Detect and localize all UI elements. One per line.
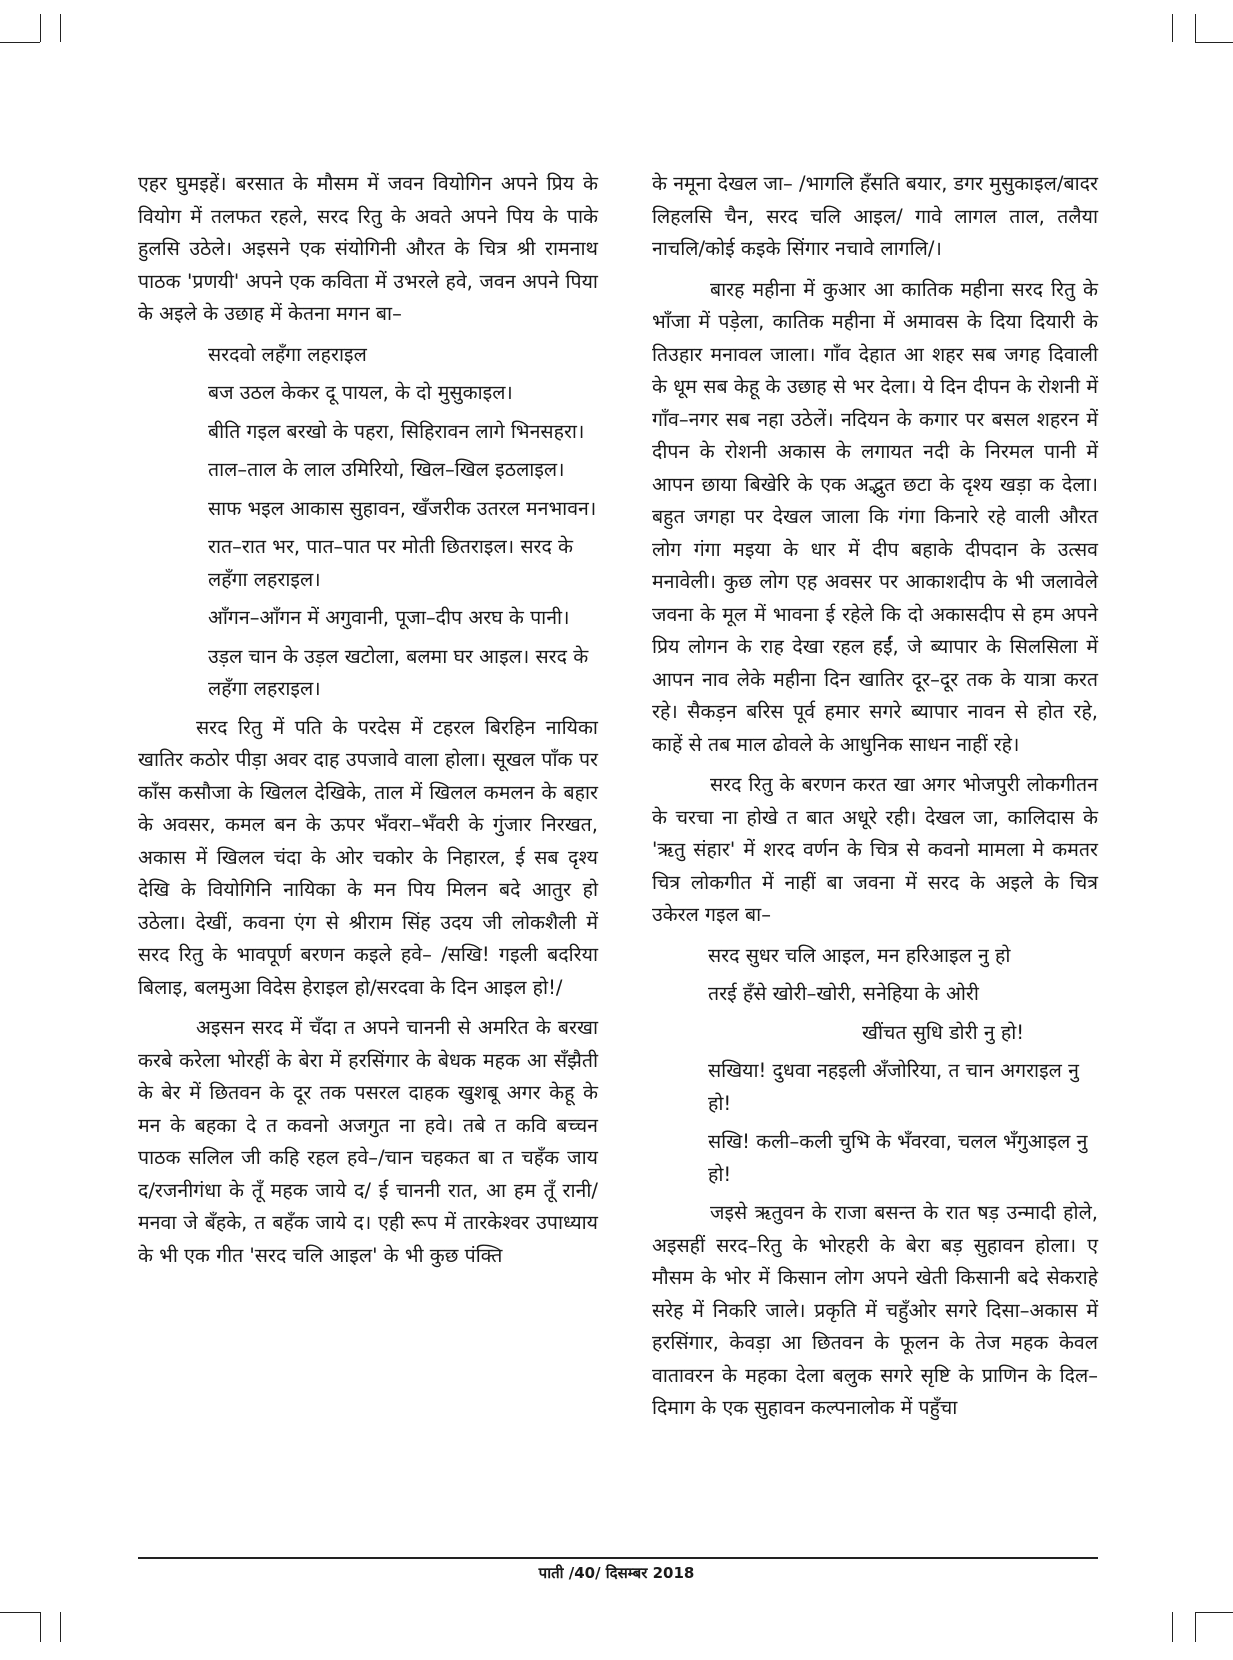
left-column	[138, 168, 598, 1280]
crop-mark	[1195, 1612, 1196, 1642]
verse-line: आँगन–आँगन में अगुवानी, पूजा–दीप अरघ के पानी।	[208, 606, 570, 629]
verse-line: सखि! कली–कली चुभि के भँवरवा, चलल भँगुआइल नु हो!	[708, 1130, 1088, 1186]
crop-mark	[1195, 1612, 1233, 1613]
paragraph: के नमूना देखल जा– /भागलि हँसति बयार, डगर मुसुकाइल/बादर लिहलसि चैन, सरद चलि आइल/ गावे लागल ताल, तलैया नाचलि/कोई कइके सिंगार नचावे लागलि/।	[652, 172, 1098, 260]
footer-rule	[138, 1557, 1098, 1559]
page-footer: पाती /40/ दिसम्बर 2018	[538, 1564, 695, 1582]
verse-line: सरद सुधर चलि आइल, मन हरिआइल नु हो	[708, 943, 1011, 967]
verse-line: सखिया! दुधवा नहइली अँजोरिया, त चान अगराइल नु हो!	[708, 1059, 1079, 1115]
crop-mark	[60, 14, 61, 42]
paragraph: बारह महीना में कुआर आ कातिक महीना सरद रितु के भाँजा में पड़ेला, कातिक महीना में अमावस के दिया दियारी के तिउहार मनावल जाला। गाँव देहात आ शहर सब जगह दिवाली के धूम सब केहू के उछाह से भर देला। ये दिन दीपन के रोशनी में गाँव–नगर सब नहा उठेलें। नदियन के कगार पर बसल शहरन में दीपन के रोशनी अकास के लगायत नदी के निरमल पानी में आपन छाया बिखेरि के एक अद्भुत छटा के दृश्य खड़ा क देला। बहुत जगहा पर देखल जाला कि गंगा किनारे रहे वाली औरत लोग गंगा मइया के धार में दीप बहाके दीपदान के उत्सव मनावेली। कुछ लोग एह अवसर पर आकाशदीप के भी जलावेले जवना के मूल में भावना ई रहेले कि दो अकासदीप से हम अपने प्रिय लोगन के राह देखा रहल हईं, जे ब्यापार के सिलसिला में आपन नाव लेके महीना दिन खातिर दूर–दूर तक के यात्रा करत रहे। सैकड़न बरिस पूर्व हमार सगरे ब्यापार नावन से होत रहे, काहें से तब माल ढोवले के आधुनिक साधन नाहीं रहे।	[652, 277, 1098, 756]
verse-line: खींचत सुधि डोरी नु हो!	[862, 1020, 1025, 1044]
crop-mark	[0, 42, 40, 43]
paragraph: सरद रितु के बरणन करत खा अगर भोजपुरी लोकगीतन के चरचा ना होखे त बात अधूरे रही। देखल जा, कालिदास के 'ऋतु संहार' में शरद वर्णन के चित्र से कवनो मामला मे कमतर चित्र लोकगीत में नाहीं बा जवना में सरद के अइले के चित्र उकेरल गइल बा–	[652, 773, 1098, 926]
right-column	[652, 168, 1098, 1433]
verse-line: बीति गइल बरखो के पहरा, सिहिरावन लागे भिनसहरा।	[208, 419, 585, 443]
verse-line: रात–रात भर, पात–पात पर मोती छितराइल। सरद के लहँगा लहराइल।	[208, 535, 574, 591]
verse-line: सरदवो लहँगा लहराइल	[208, 342, 367, 366]
paragraph: एहर घुमइहें। बरसात के मौसम में जवन वियोगिन अपने प्रिय के वियोग में तलफत रहले, सरद रितु के अवते अपने पिय के पाके हुलसि उठेले। अइसने एक संयोगिनी औरत के चित्र श्री रामनाथ पाठक 'प्रणयी' अपने एक कविता में उभरले हवे, जवन अपने पिया के अइले के उछाह में केतना मगन बा–	[138, 172, 598, 325]
crop-mark	[1195, 14, 1196, 42]
crop-mark	[60, 1612, 61, 1642]
paragraph: सरद रितु में पति के परदेस में टहरल बिरहिन नायिका खातिर कठोर पीड़ा अवर दाह उपजावे वाला होला। सूखल पाँक पर काँस कसौजा के खिलल देखिके, ताल में खिलल कमलन के बहार के अवसर, कमल बन के ऊपर भँवरा–भँवरी के गुंजार निरखत, अकास में खिलल चंदा के ओर चकोर के निहारल, ई सब दृश्य देखि के वियोगिनि नायिका के मन पिय मिलन बदे आतुर हो उठेला। देखीं, कवना एंग से श्रीराम सिंह उदय जी लोकशैली में सरद रितु के भावपूर्ण बरणन कइले हवे– /सखि! गइली बदरिया बिलाइ, बलमुआ विदेस हेराइल हो/सरदवा के दिन आइल हो!/	[138, 715, 598, 999]
verse-line: ताल–ताल के लाल उमिरियो, खिल–खिल इठलाइल।	[208, 458, 565, 481]
paragraph: जइसे ऋतुवन के राजा बसन्त के रात षड़ उन्मादी होले, अइसहीं सरद–रितु के भोरहरी के बेरा बड़ सुहावन होला। ए मौसम के भोर में किसान लोग अपने खेती किसानी बदे सेकराहे सरेह में निकरि जाले। प्रकृति में चहुँओर सगरे दिसा–अकास में हरसिंगार, केवड़ा आ छितवन के फूलन के तेज महक केवल वातावरन के महका देला बलुक सगरे सृष्टि के प्राणिन के दिल–दिमाग के एक सुहावन कल्पनालोक में पहुँचा	[652, 1201, 1098, 1419]
crop-mark	[1172, 14, 1173, 42]
verse-line: बज उठल केकर दू पायल, के दो मुसुकाइल।	[208, 381, 513, 404]
crop-mark	[40, 1612, 41, 1642]
crop-mark	[1172, 1612, 1173, 1642]
crop-mark	[1195, 42, 1233, 43]
crop-mark	[0, 1612, 40, 1613]
paragraph: अइसन सरद में चँदा त अपने चाननी से अमरित के बरखा करबे करेला भोरहीं के बेरा में हरसिंगार के बेधक महक आ सँझैती के बेर में छितवन के दूर तक पसरल दाहक खुशबू अगर केहू के मन के बहका दे त कवनो अजगुत ना हवे। तबे त कवि बच्चन पाठक सलिल जी कहि रहल हवे–/चान चहकत बा त चहँक जाय द/रजनीगंधा के तूँ महक जाये द/ ई चाननी रात, आ हम तूँ रानी/मनवा जे बँहके, त बहँक जाये द। एही रूप में तारकेश्वर उपाध्याय के भी एक गीत 'सरद चलि आइल' के भी कुछ पंक्ति	[138, 1016, 598, 1267]
verse-line: साफ भइल आकास सुहावन, खँजरीक उतरल मनभावन।	[208, 496, 597, 520]
crop-mark	[40, 14, 41, 42]
verse-line: तरई हँसे खोरी–खोरी, सनेहिया के ओरी	[708, 982, 979, 1005]
verse-line: उड़ल चान के उड़ल खटोला, बलमा घर आइल। सरद के लहँगा लहराइल।	[208, 644, 589, 700]
